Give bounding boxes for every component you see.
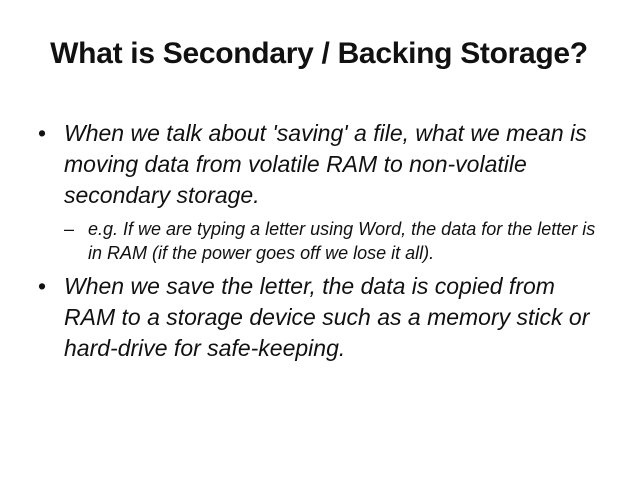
slide-title: What is Secondary / Backing Storage? xyxy=(50,37,588,70)
bullet-text: When we save the letter, the data is copied from RAM to a storage device such as a memory stick or hard-drive for safe-keeping. xyxy=(64,273,590,361)
sub-bullet-text: e.g. If we are typing a letter using Word, the data for the letter is in RAM (if the power goes off we lose it all). xyxy=(88,219,596,263)
slide-content xyxy=(38,118,608,364)
bullet-marker: • xyxy=(38,273,47,299)
sub-bullet-marker: – xyxy=(64,219,75,239)
bullet-item xyxy=(38,118,608,211)
sub-bullet-item xyxy=(64,217,608,265)
bullet-item xyxy=(38,271,608,364)
bullet-marker: • xyxy=(38,120,47,146)
bullet-text: When we talk about 'saving' a file, what we mean is moving data from volatile RAM to non-volatile secondary storage. xyxy=(64,120,587,208)
